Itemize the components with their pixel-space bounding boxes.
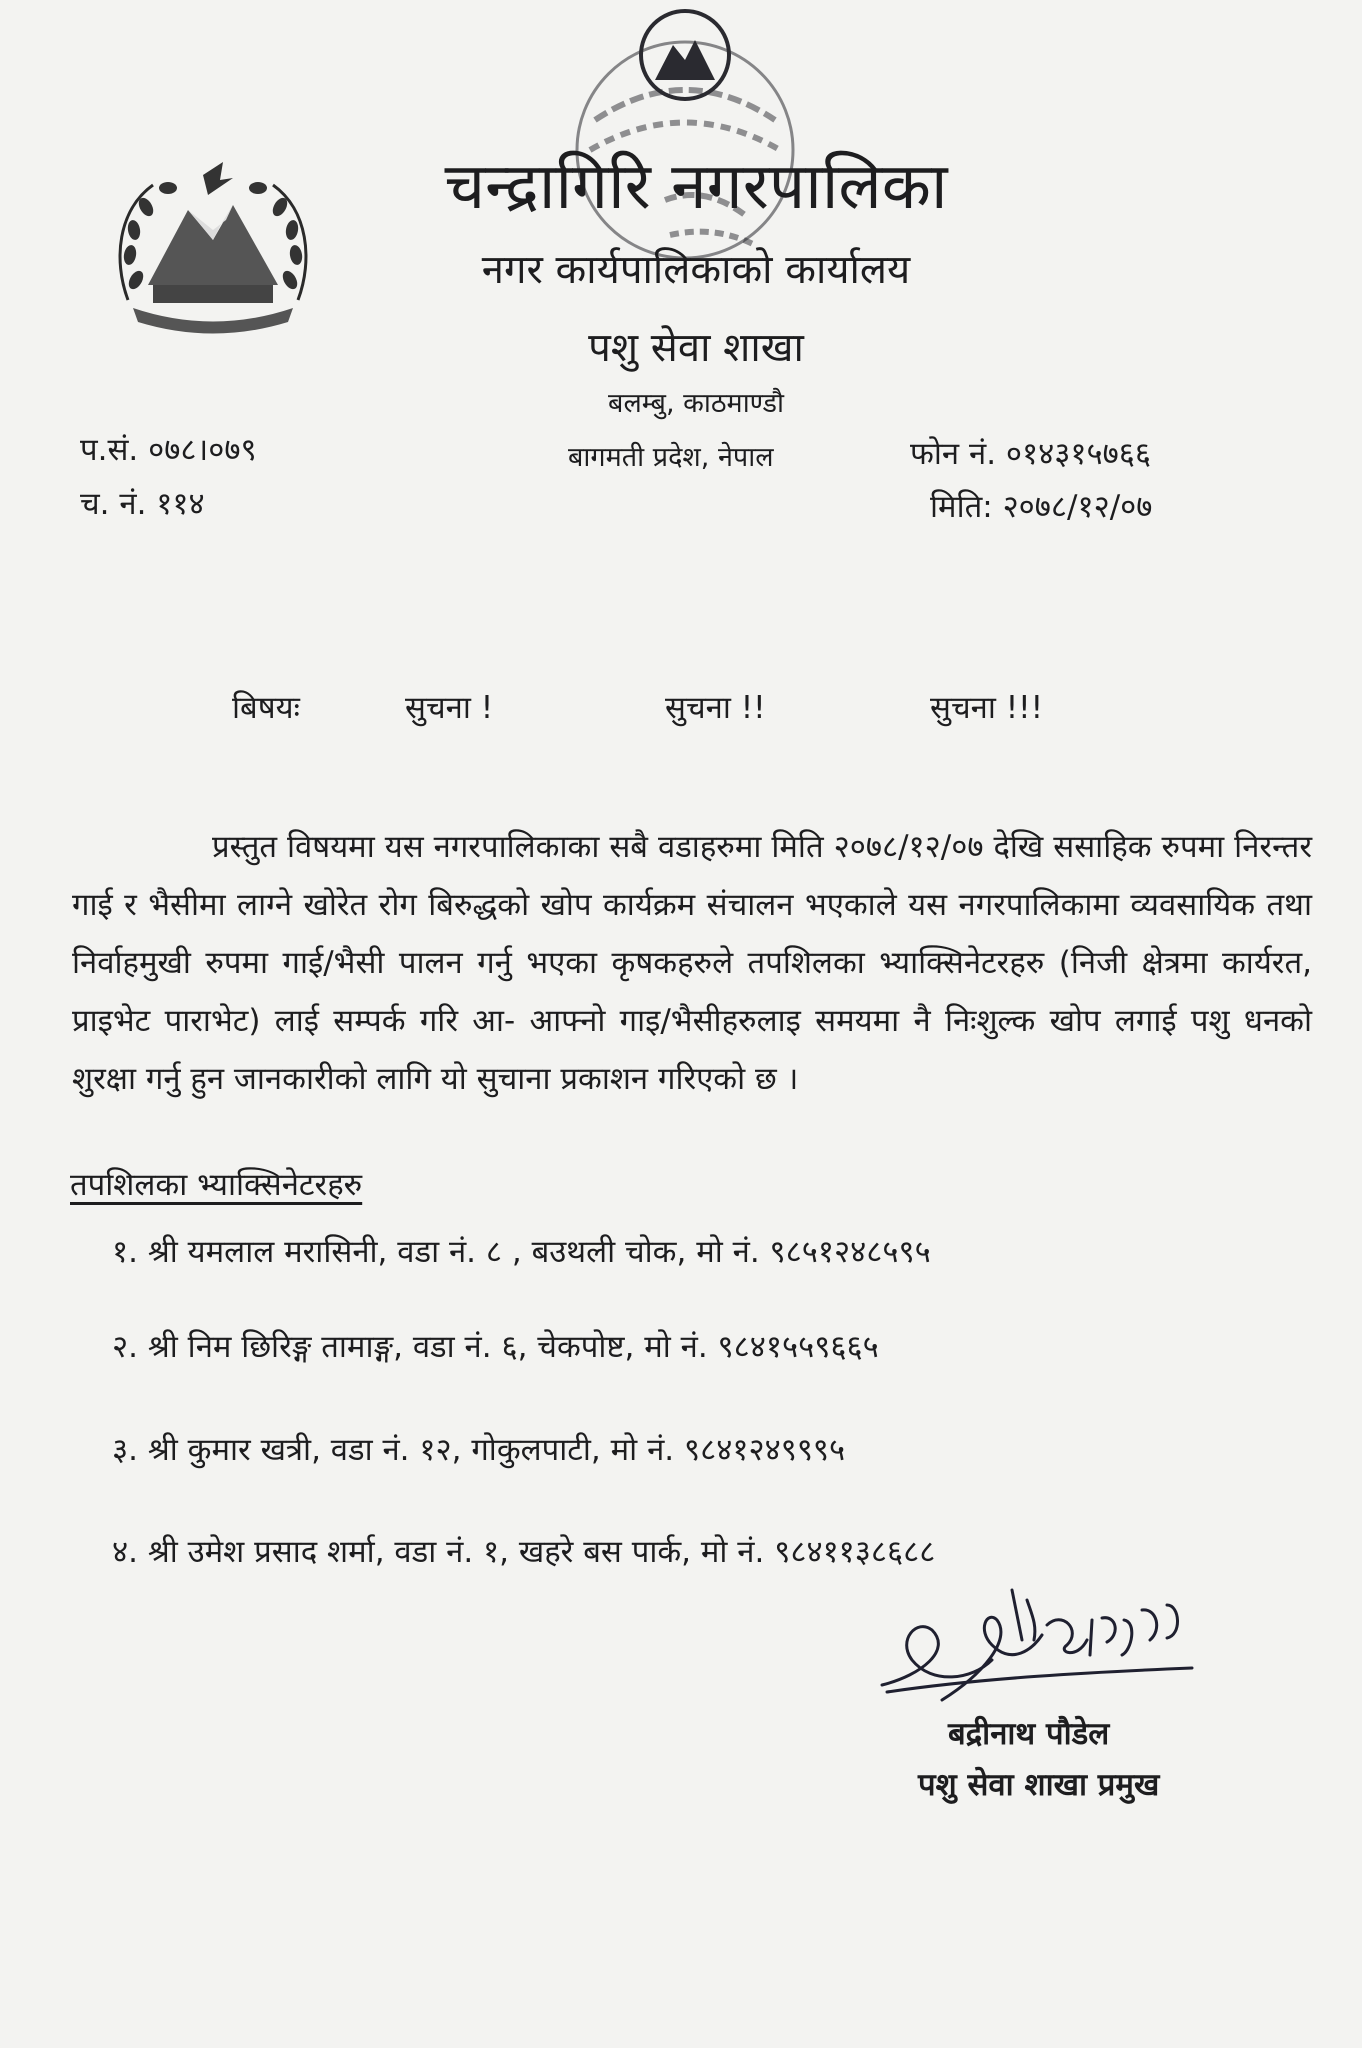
subject-label: बिषयः — [232, 690, 300, 726]
vaccinators-heading: तपशिलका भ्याक्सिनेटरहरु — [70, 1167, 363, 1203]
branch-name: पशु सेवा शाखा — [588, 325, 804, 371]
dispatch-number: च. नं. ११४ — [80, 486, 205, 522]
signatory-title: पशु सेवा शाखा प्रमुख — [918, 1767, 1160, 1803]
address-line-2: बागमती प्रदेश, नेपाल — [568, 442, 774, 473]
vaccinator-item: १. श्री यमलाल मरासिनी, वडा नं. ८ , बउथली चोक, मो नं. ९८५१२४८५९५ — [112, 1234, 931, 1270]
notice-body — [72, 818, 1312, 1108]
vaccinator-item: २. श्री निम छिरिङ्ग तामाङ्ग, वडा नं. ६, चेकपोष्ट, मो नं. ९८४१५५९६६५ — [112, 1329, 879, 1365]
subject-notice-3: सुचना !!! — [930, 690, 1044, 726]
address-line-1: बलम्बु, काठमाण्डौ — [608, 388, 784, 419]
issue-date: मिति: २०७८/१२/०७ — [930, 489, 1153, 525]
handwritten-signature-icon — [862, 1580, 1222, 1720]
vaccinator-item: ४. श्री उमेश प्रसाद शर्मा, वडा नं. १, खहरे बस पार्क, मो नं. ९८४११३८६८८ — [112, 1534, 936, 1570]
signatory-name: बद्रीनाथ पौडेल — [948, 1716, 1110, 1752]
subject-notice-2: सुचना !! — [665, 690, 766, 726]
phone-number: फोन नं. ०१४३१५७६६ — [910, 436, 1151, 472]
notice-body-text: प्रस्तुत विषयमा यस नगरपालिकाका सबै वडाहरुमा मिति २०७८/१२/०७ देखि ससाहिक रुपमा निरन्तर गाई र भैसीमा लाग्ने खोरेत रोग बिरुद्धको खोप कार्यक्रम संचालन भएकाले यस नगरपालिकामा व्यवसायिक तथा निर्वाहमुखी रुपमा गाई/भैसी पालन गर्नु भएका कृषकहरुले तपशिलका भ्याक्सिनेटरहरु (निजी क्षेत्रमा कार्यरत, प्राइभेट पाराभेट) लाई सम्पर्क गरि आ- आफ्नो गाइ/भैसीहरुलाइ समयमा नै निःशुल्क खोप लगाई पशु धनको शुरक्षा गर्नु हुन जानकारीको लागि यो सुचाना प्रकाशन गरिएको छ । — [72, 829, 1312, 1097]
subject-notice-1: सुचना ! — [405, 690, 494, 726]
vaccinator-item: ३. श्री कुमार खत्री, वडा नं. १२, गोकुलपाटी, मो नं. ९८४१२४९९९५ — [112, 1432, 846, 1468]
municipality-title: चन्द्रागिरि नगरपालिका — [444, 150, 948, 224]
office-name: नगर कार्यपालिकाको कार्यालय — [481, 247, 911, 293]
fiscal-reference: प.सं. ०७८।०७९ — [80, 432, 257, 468]
